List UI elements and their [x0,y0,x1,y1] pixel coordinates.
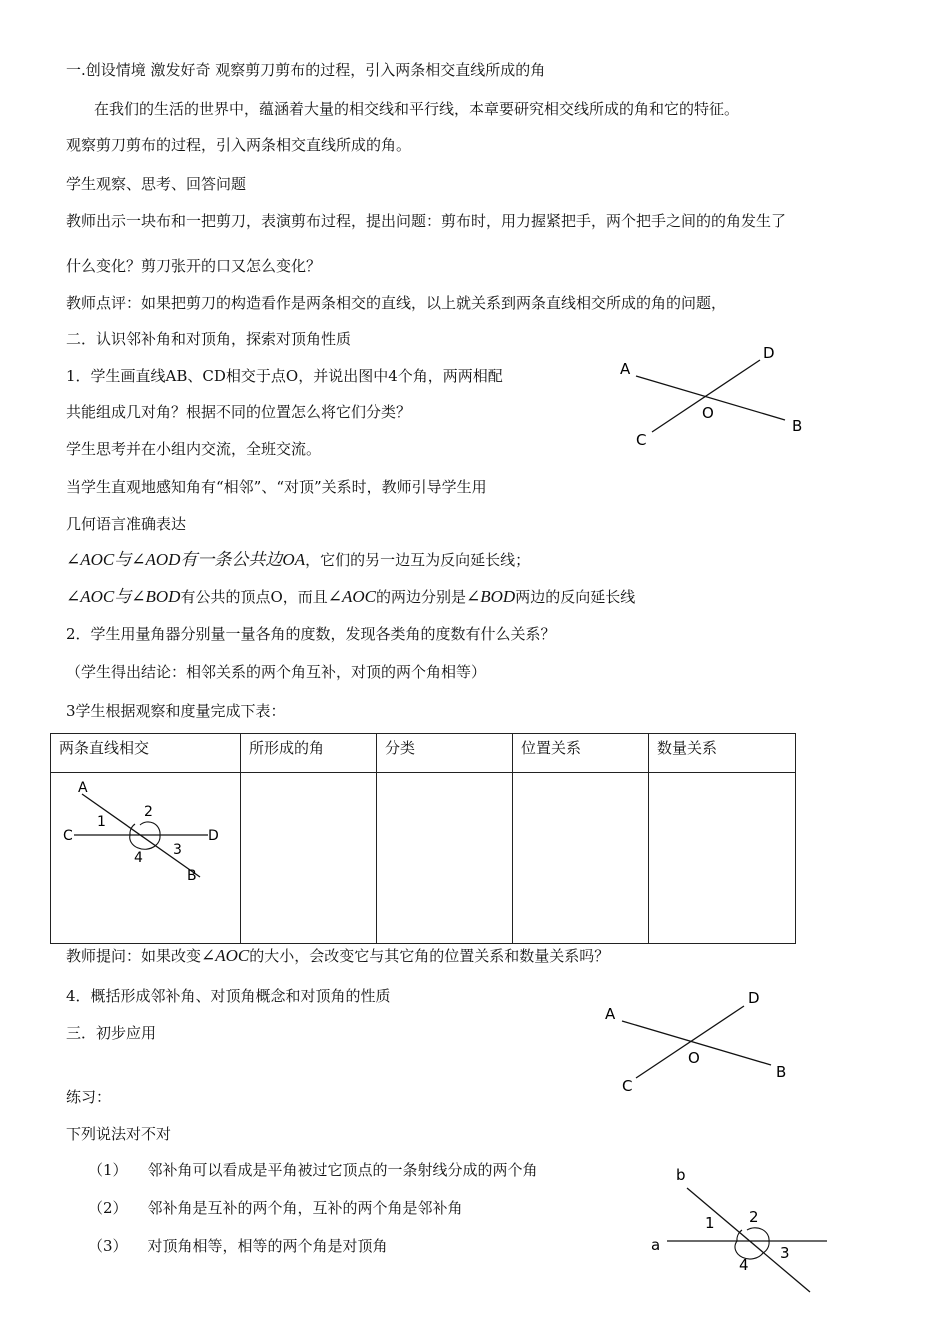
exercise-text: 邻补角是互补的两个角，互补的两个角是邻补角 [147,1199,463,1217]
exercise-text: 对顶角相等，相等的两个角是对顶角 [147,1237,388,1255]
step-4-text: 4．概括形成邻补角、对顶角概念和对顶角的性质 [66,987,391,1005]
point-label-d: D [748,989,760,1007]
lines-a-b-figure [645,1160,840,1300]
angle-label-3: 3 [173,842,182,858]
teacher-question-prefix: 教师提问：如果改变 [66,947,202,965]
math-text-reverse: ，它们的另一边互为反向延长线； [305,551,531,569]
math-bod: ∠BOD [466,587,516,606]
point-label-a: A [78,780,88,796]
exercise-heading: 练习： [66,1088,112,1106]
paragraph-geometry-language: 几何语言准确表达 [66,515,187,533]
table-intersecting-lines-figure [60,772,220,892]
section-3-heading: 三．初步应用 [66,1024,157,1042]
exercise-text: 邻补角可以看成是平角被过它顶点的一条射线分成的两个角 [147,1161,538,1179]
table-cell-empty[interactable] [377,773,513,944]
table-header-position: 位置关系 [513,734,649,773]
point-label-d: D [208,828,219,844]
step-3-text: 3学生根据观察和度量完成下表： [66,702,286,720]
exercise-number: （3） [88,1237,128,1255]
table-cell-empty[interactable] [513,773,649,944]
point-label-a: A [605,1005,616,1023]
table-cell-empty[interactable] [241,773,377,944]
paragraph-comment: 教师点评：如果把剪刀的构造看作是两条相交的直线，以上就关系到两条直线相交所成的角的问题， [66,294,727,312]
angle-label-1: 1 [97,814,106,830]
point-label-d: D [763,344,775,362]
math-statement-adjacent [66,550,530,570]
step-1-text: 1．学生画直线AB、CD相交于点O，并说出图中4个角，两两相配 [66,367,503,385]
math-aoc-aod-oa: ∠AOC与∠AOD有一条公共边OA [66,550,306,569]
angle-arc-2 [140,822,160,835]
point-label-c: C [636,431,647,449]
point-label-a: A [620,360,631,378]
math-text-vertex: 有公共的顶点O，而且 [180,588,328,606]
line-cd [636,1006,744,1078]
math-aoc-question: ∠AOC [201,946,250,965]
math-text-extension: 两边的反向延长线 [515,588,636,606]
math-aoc: ∠AOC [327,587,376,606]
teacher-question-suffix: 的大小，会改变它与其它角的位置关系和数量关系吗？ [249,947,610,965]
step-2-text: 2．学生用量角器分别量一量各角的度数，发现各类角的度数有什么关系？ [66,625,556,643]
angle-label-4: 4 [739,1256,749,1274]
angle-label-2: 2 [749,1208,759,1226]
math-text-sides: 的两边分别是 [376,588,467,606]
angle-label-2: 2 [144,804,153,820]
math-aoc-bod: ∠AOC与∠BOD [66,587,181,606]
table-header-quantity: 数量关系 [649,734,796,773]
exercise-item-1 [88,1160,538,1180]
math-statement-vertical [66,587,635,607]
exercise-number: （2） [88,1199,128,1217]
teacher-question [66,946,609,966]
table-header-intersect: 两条直线相交 [51,734,241,773]
point-label-b: B [792,417,803,435]
paragraph-question: 什么变化？剪刀张开的口又怎么变化？ [66,257,322,275]
line-b [687,1188,810,1292]
point-label-o: O [688,1049,700,1067]
exercise-item-3 [88,1236,388,1256]
paragraph-intro: 在我们的生活的世界中，蕴涵着大量的相交线和平行线，本章要研究相交线所成的角和它的特征。 [94,100,740,118]
paragraph-guide: 当学生直观地感知角有“相邻”、“对顶”关系时，教师引导学生用 [66,478,487,496]
table-header-category: 分类 [377,734,513,773]
paragraph-discuss: 学生思考并在小组内交流，全班交流。 [66,440,322,458]
exercise-number: （1） [88,1161,128,1179]
step-2-conclusion: （学生得出结论：相邻关系的两个角互补，对顶的两个角相等） [66,663,487,681]
table-header-angles: 所形成的角 [241,734,377,773]
point-label-c: C [622,1077,633,1095]
angle-label-3: 3 [780,1244,790,1262]
angle-label-4: 4 [134,850,143,866]
exercise-item-2 [88,1198,463,1218]
intersecting-lines-figure-1 [610,338,810,453]
line-label-a: a [651,1236,661,1254]
angle-arc-3 [763,1241,769,1253]
paragraph-teacher-demo: 教师出示一块布和一把剪刀，表演剪布过程，提出问题：剪布时，用力握紧把手，两个把手之间的的角发生了 [66,212,787,230]
point-label-o: O [702,404,714,422]
point-label-b: B [187,868,197,884]
table-cell-empty[interactable] [649,773,796,944]
intersecting-lines-figure-2 [598,985,798,1100]
line-label-b: b [676,1166,686,1184]
point-label-b: B [776,1063,787,1081]
angle-arc-2 [747,1228,769,1241]
section-2-heading: 二．认识邻补角和对顶角，探索对顶角性质 [66,330,352,348]
paragraph-observe: 观察剪刀剪布的过程，引入两条相交直线所成的角。 [66,136,412,154]
angle-label-1: 1 [705,1214,715,1232]
exercise-prompt: 下列说法对不对 [66,1125,172,1143]
point-label-c: C [63,828,73,844]
step-1-question: 共能组成几对角？根据不同的位置怎么将它们分类？ [66,403,412,421]
angle-arc-3 [155,835,160,846]
paragraph-students: 学生观察、思考、回答问题 [66,175,247,193]
section-1-heading: 一.创设情境 激发好奇 观察剪刀剪布的过程，引入两条相交直线所成的角 [66,61,546,79]
